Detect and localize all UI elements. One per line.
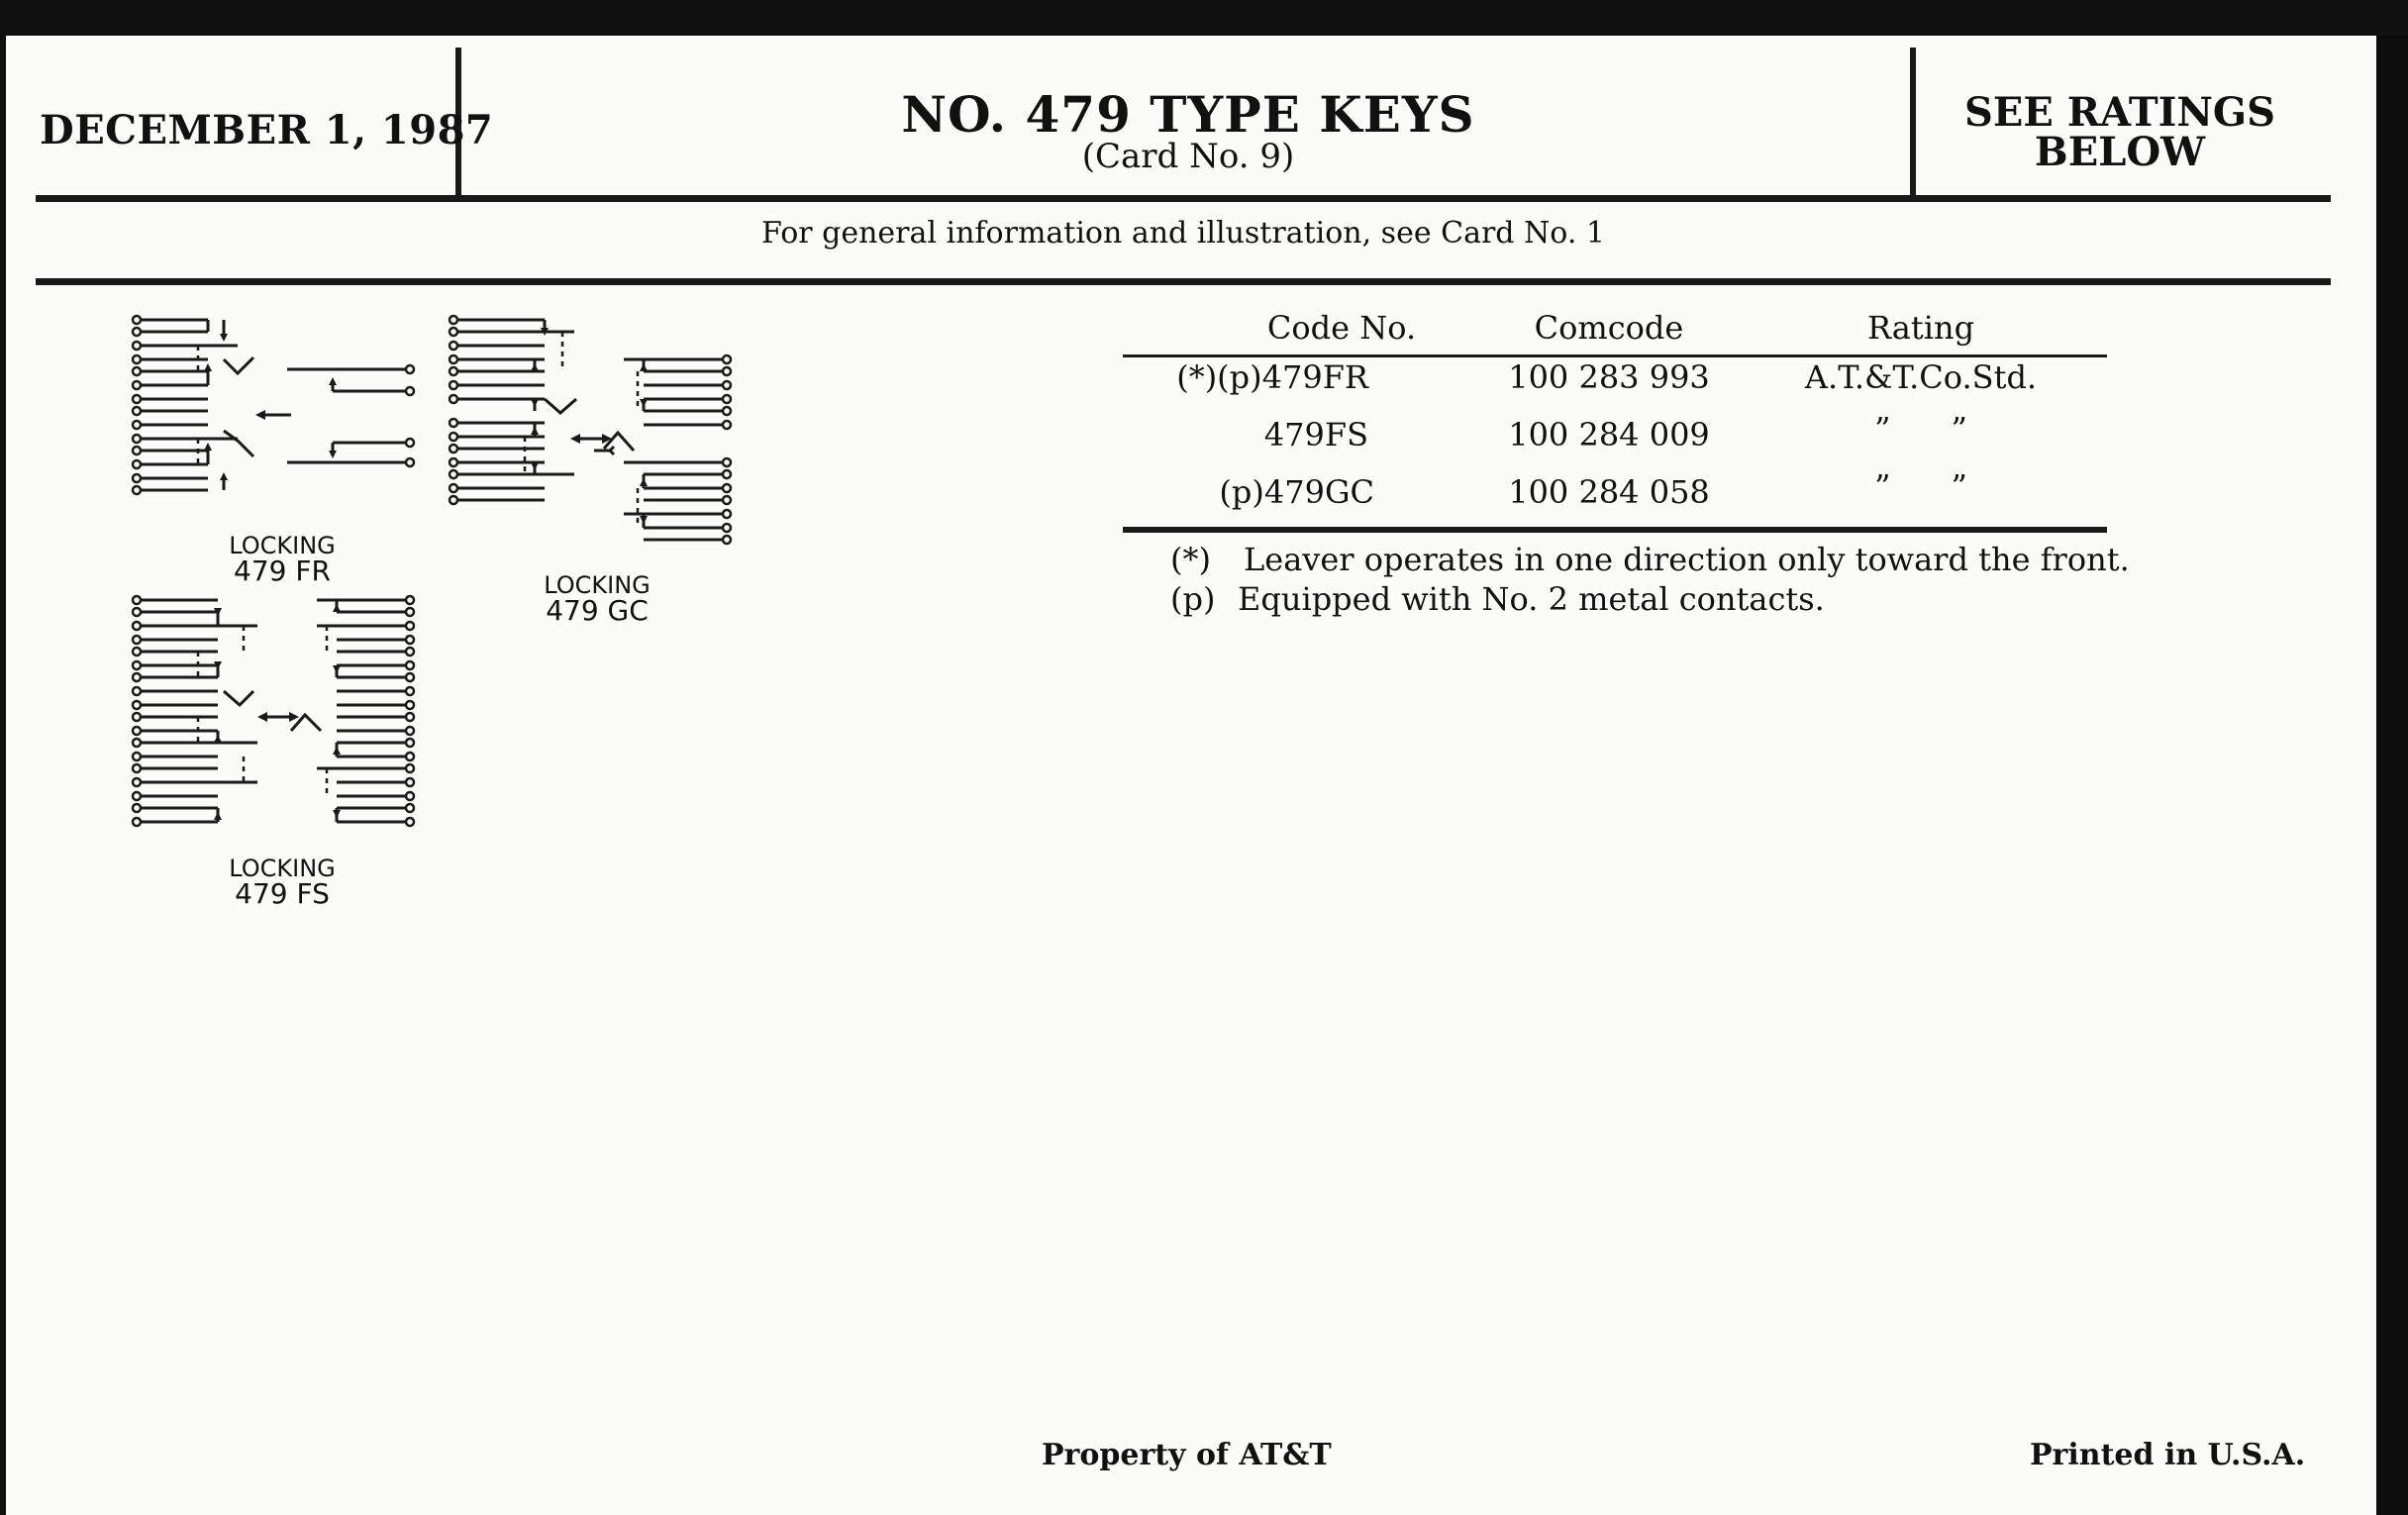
operating-arrows xyxy=(204,334,337,480)
key-code-label: 479 GC xyxy=(546,594,649,627)
cell-code-1: (*)(p)479FR xyxy=(1176,358,1368,396)
footer-property: Property of AT&T xyxy=(1042,1438,1332,1472)
cell-rating-3: ” ” xyxy=(1874,467,1967,505)
note-text-1: Leaver operates in one direction only toward the front. xyxy=(1244,541,2130,578)
cell-code-2: 479FS xyxy=(1263,416,1368,454)
contact-terminals xyxy=(133,316,414,494)
key-code-label: 479 FR xyxy=(234,555,331,587)
contact-springs xyxy=(139,320,406,490)
operating-arrows xyxy=(214,604,341,820)
cell-code-3: (p)479GC xyxy=(1219,473,1374,511)
footer-printed: Printed in U.S.A. xyxy=(2030,1438,2306,1472)
ratings-line-2: BELOW xyxy=(2034,129,2206,175)
cell-comcode-2: 100 284 009 xyxy=(1508,416,1710,454)
note-mark-1: (*) xyxy=(1170,541,1211,578)
note-text-2: Equipped with No. 2 metal contacts. xyxy=(1238,580,1825,618)
ratings-note xyxy=(1917,89,2323,175)
diagram-label-479fs xyxy=(188,855,376,910)
cell-comcode-1: 100 283 993 xyxy=(1508,358,1710,396)
table-header-rule xyxy=(1123,354,2107,357)
page-title: NO. 479 TYPE KEYS xyxy=(901,85,1475,144)
cell-rating-2: ” ” xyxy=(1874,410,1967,448)
locking-label: LOCKING xyxy=(229,855,336,882)
cell-comcode-3: 100 284 058 xyxy=(1508,473,1710,511)
note-mark-2: (p) xyxy=(1170,580,1216,618)
cell-rating-1: A.T.&T.Co.Std. xyxy=(1804,358,2038,396)
card-date: DECEMBER 1, 1987 xyxy=(40,107,494,153)
col-header-comcode: Comcode xyxy=(1534,309,1684,347)
header-rule xyxy=(36,195,2331,202)
general-info: For general information and illustration, see Card No. 1 xyxy=(761,216,1605,251)
contact-terminals xyxy=(133,596,414,826)
info-rule xyxy=(36,278,2331,285)
diagram-479gc xyxy=(446,312,743,569)
table-bottom-rule xyxy=(1123,527,2107,533)
operating-arrows xyxy=(531,328,648,524)
contact-springs xyxy=(455,320,723,540)
ratings-line-1: SEE RATINGS xyxy=(1964,89,2275,136)
contact-springs xyxy=(139,600,406,822)
diagram-label-479gc xyxy=(503,571,691,627)
contact-terminals xyxy=(450,316,731,544)
diagram-479fr xyxy=(129,312,426,530)
locking-label: LOCKING xyxy=(544,571,651,599)
locking-label: LOCKING xyxy=(229,532,336,559)
diagram-label-479fr xyxy=(188,532,376,587)
scan-edge xyxy=(2376,36,2408,1515)
col-header-code: Code No. xyxy=(1266,309,1417,347)
col-header-rating: Rating xyxy=(1866,309,1975,347)
key-code-label: 479 FS xyxy=(235,877,330,910)
diagram-479fs xyxy=(129,592,426,850)
card-number: (Card No. 9) xyxy=(1081,137,1295,176)
